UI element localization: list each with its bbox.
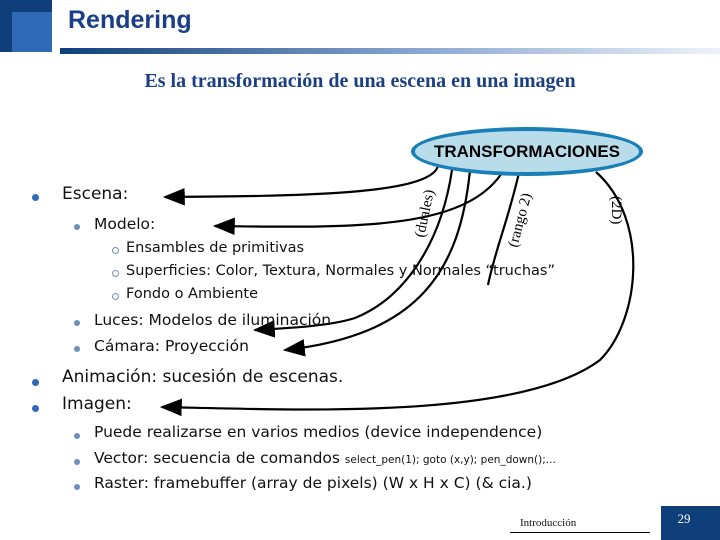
vector-line <box>94 449 556 467</box>
bullet-icon <box>74 459 80 465</box>
luces-text: Luces: Modelos de iluminación <box>94 311 332 329</box>
bullet-icon <box>32 194 39 201</box>
circle-bullet-icon <box>112 293 119 300</box>
label-duales: (duales) <box>412 188 438 239</box>
bullet-icon <box>32 405 39 412</box>
label-2d: (2D) <box>608 196 624 225</box>
device-text: Puede realizarse en varios medios (device independence) <box>94 423 543 441</box>
superficies-text: Superficies: Color, Textura, Normales y Normales “truchas” <box>126 263 555 279</box>
animacion-text: Animación: sucesión de escenas. <box>62 367 344 387</box>
bullet-icon <box>74 224 80 230</box>
fondo-text: Fondo o Ambiente <box>126 286 259 302</box>
transformaciones-label: TRANSFORMACIONES <box>433 142 621 161</box>
vector-text: Vector: secuencia de comandos <box>94 449 340 467</box>
page-number: 29 <box>677 511 691 526</box>
slide-subtitle: Es la transformación de una escena en una imagen <box>144 70 576 92</box>
footer-rule <box>510 532 650 533</box>
bullet-icon <box>74 433 80 439</box>
vector-command-text: select_pen(1); goto (x,y); pen_down();... <box>344 454 556 466</box>
raster-text: Raster: framebuffer (array de pixels) (W x H x C) (& cia.) <box>94 474 532 492</box>
label-rango2: (rango 2) <box>505 191 536 250</box>
bullet-icon <box>32 379 39 386</box>
circle-bullet-icon <box>112 270 119 277</box>
footer-section: Introducción <box>520 517 577 529</box>
bullet-icon <box>74 484 80 490</box>
arrow-escena <box>165 166 438 197</box>
camara-text: Cámara: Proyección <box>94 337 249 355</box>
bullet-icon <box>74 320 80 326</box>
bullet-icon <box>74 346 80 352</box>
escena-text: Escena: <box>62 184 129 204</box>
slide-title: Rendering <box>68 6 192 34</box>
imagen-text: Imagen: <box>62 394 132 414</box>
ensambles-text: Ensambles de primitivas <box>126 240 305 256</box>
circle-bullet-icon <box>112 247 119 254</box>
modelo-text: Modelo: <box>94 215 156 233</box>
